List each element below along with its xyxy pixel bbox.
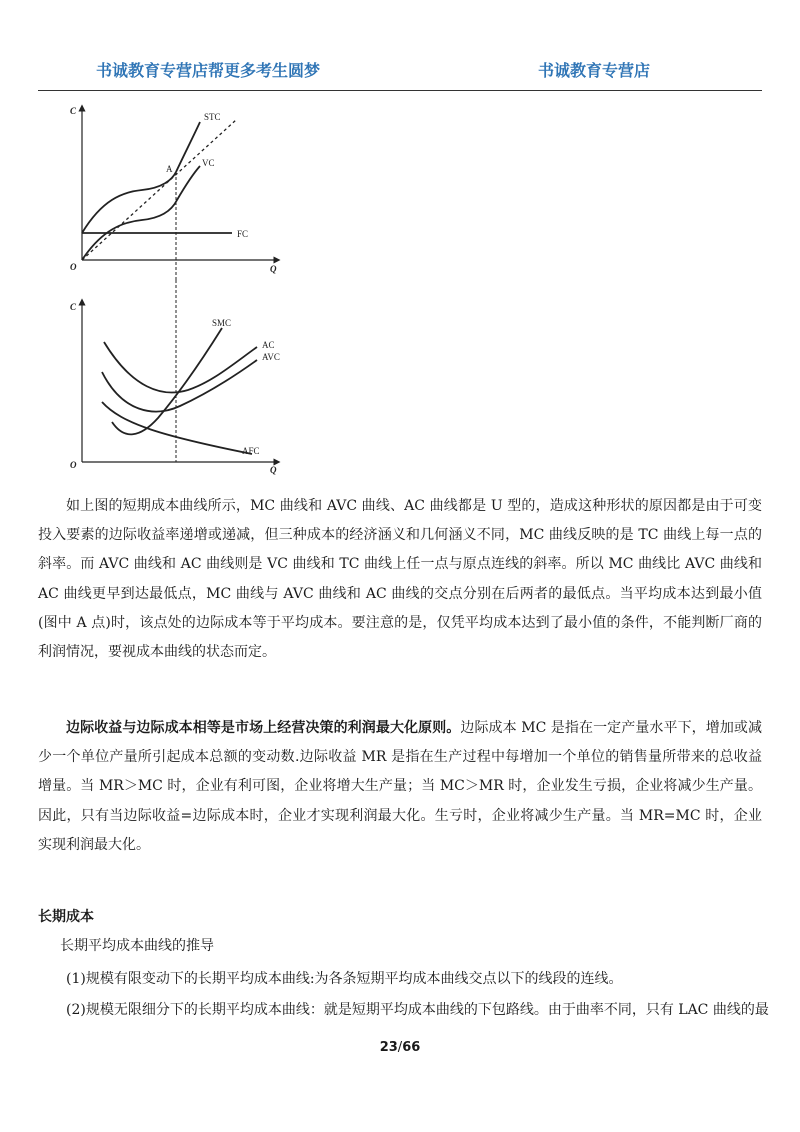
- ac-label: AC: [262, 340, 275, 350]
- paragraph-short-run-cost: [38, 492, 762, 667]
- page-header: [38, 52, 762, 91]
- ac-curve: [104, 342, 257, 392]
- smc-label: SMC: [212, 318, 232, 328]
- page-separator: /: [397, 1040, 403, 1055]
- header-left-title: 书诚教育专营店帮更多考生圆梦: [96, 61, 321, 80]
- subsection-title: 长期平均成本曲线的推导: [60, 938, 214, 954]
- total-cost-figure: [62, 100, 292, 280]
- afc-label: AFC: [242, 446, 260, 456]
- current-page: 23: [379, 1040, 398, 1055]
- x-axis-label: Q: [270, 264, 277, 274]
- avc-curve: [102, 360, 257, 412]
- vc-label: VC: [202, 158, 215, 168]
- origin-label: O: [70, 460, 77, 470]
- paragraph-profit-maximization: [38, 714, 762, 860]
- y-axis-label: C: [70, 106, 77, 116]
- principle-bold: 边际收益与边际成本相等是市场上经营决策的利润最大化原则。: [66, 720, 461, 736]
- smc-curve: [112, 328, 222, 434]
- paragraph-1: 如上图的短期成本曲线所示，MC 曲线和 AVC 曲线、AC 曲线都是 U 型的，造成这种形状的原因都是由于可变投入要素的边际收益率递增或递减，但三种成本的经济涵义和几何涵义不同，MC 曲线反映的是 TC 曲线上每一点的斜率。而 AVC 曲线和 AC 曲线则是 VC 曲线和 TC 曲线上任一点与原点连线的斜率。所以 MC 曲线比 AVC 曲线和 AC 曲线更早到达最低点，MC 曲线与 AVC 曲线和 AC 曲线的交点分别在后两者的最低点。当平均成本达到最小值(图中 A 点)时，该点处的边际成本等于平均成本。要注意的是，仅凭平均成本达到了最小值的条件，不能判断厂商的利润情况，要视成本曲线的状态而定。: [38, 498, 762, 661]
- page-number: [0, 1040, 800, 1055]
- principle-text: 边际成本 MC 是指在一定产量水平下，增加或减少一个单位产量所引起成本总额的变动数.边际收益 MR 是指在生产过程中每增加一个单位的销售量所带来的总收益增量。当 MR＞MC 时，企业有利可图，企业将增大生产量；当 MC＞MR 时，企业发生亏损，企业将减少生产量。因此，只有当边际收益=边际成本时，企业才实现利润最大化。生亏时，企业将减少生产量。当 MR=MC 时，企业实现利润最大化。: [38, 720, 762, 853]
- total-pages: 66: [402, 1040, 421, 1055]
- list-item-1: (1)规模有限变动下的长期平均成本曲线:为各条短期平均成本曲线交点以下的线段的连线。: [66, 971, 623, 987]
- stc-curve: [82, 122, 200, 233]
- section-title: 长期成本: [38, 909, 94, 925]
- x-axis-label: Q: [270, 465, 277, 475]
- fc-label: FC: [237, 229, 249, 239]
- header-right-title: 书诚教育专营店: [538, 61, 651, 80]
- y-axis-label: C: [70, 302, 77, 312]
- origin-label: O: [70, 262, 77, 272]
- average-cost-figure: [62, 280, 292, 480]
- point-a-label: A: [166, 164, 173, 174]
- afc-curve: [102, 402, 252, 454]
- avc-label: AVC: [262, 352, 280, 362]
- stc-label: STC: [204, 112, 221, 122]
- vc-curve: [82, 166, 200, 260]
- ray-from-origin: [82, 120, 236, 260]
- list-item-2: (2)规模无限细分下的长期平均成本曲线：就是短期平均成本曲线的下包路线。由于曲率不同，只有 LAC 曲线的最: [66, 1002, 769, 1018]
